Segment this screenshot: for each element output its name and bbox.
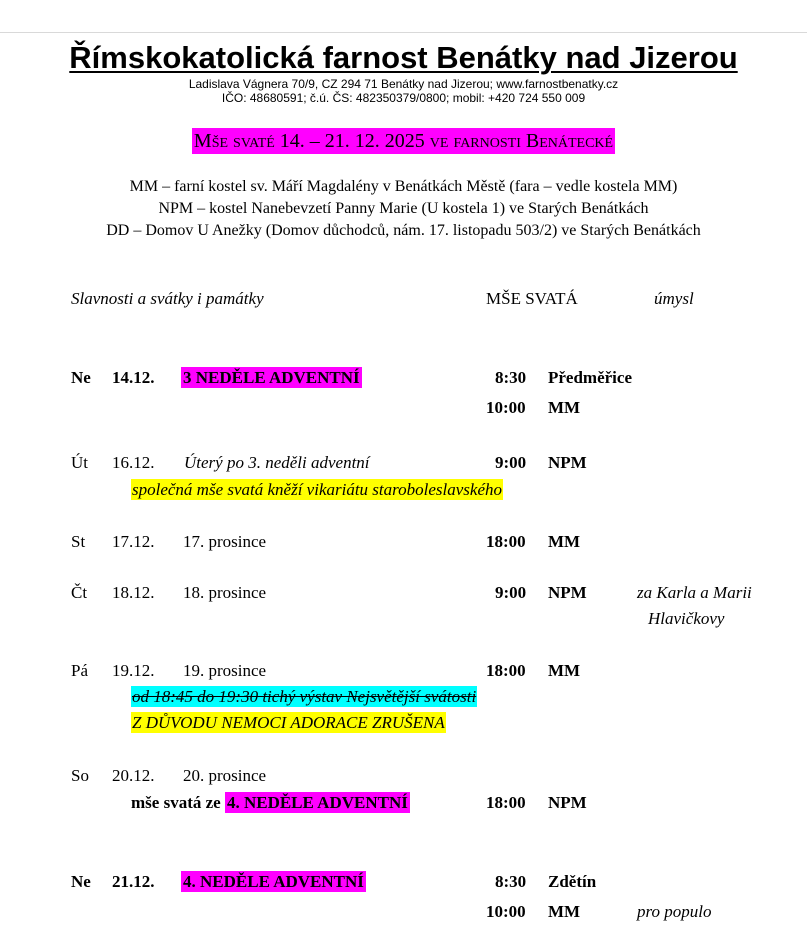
mass-time: 18:00 — [486, 661, 526, 680]
mass-time: 10:00 — [486, 902, 526, 921]
date-label: 20.12. — [112, 766, 155, 785]
note: společná mše svatá kněží vikariátu staroboleslavského — [132, 480, 502, 499]
contact-line: IČO: 48680591; č.ú. ČS: 482350379/0800; mobil: +420 724 550 009 — [221, 91, 586, 105]
column-mass: MŠE SVATÁ — [486, 289, 578, 308]
mass-place: MM — [548, 661, 581, 680]
intention-text: pro populo — [637, 902, 712, 921]
day-label: St — [71, 532, 86, 551]
day-label: Pá — [71, 661, 88, 680]
top-divider — [0, 32, 807, 33]
mass-place: MM — [548, 532, 581, 551]
date-label: 18.12. — [112, 583, 155, 602]
address-line: Ladislava Vágnera 70/9, CZ 294 71 Benátky nad Jizerou; www.farnostbenatky.cz — [188, 77, 619, 91]
date-label: 21.12. — [112, 872, 155, 891]
cancellation-notice: Z DŮVODU NEMOCI ADORACE ZRUŠENA — [132, 713, 445, 732]
mass-time: 9:00 — [495, 583, 527, 602]
schedule-heading: Mše svaté 14. – 21. 12. 2025 ve farnosti Benátecké — [193, 130, 614, 152]
feast-label: 17. prosince — [183, 532, 267, 551]
day-label: Ne — [71, 872, 91, 891]
location-npm: NPM – kostel Nanebevzetí Panny Marie (U kostela 1) ve Starých Benátkách — [158, 200, 649, 217]
feast-label: 20. prosince — [183, 766, 267, 785]
day-label: Čt — [71, 583, 88, 602]
intention-text: za Karla a Marii — [637, 583, 752, 602]
date-label: 14.12. — [112, 368, 155, 387]
feast-label: Úterý po 3. neděli adventní — [184, 453, 370, 472]
date-label: 19.12. — [112, 661, 155, 680]
column-feast: Slavnosti a svátky i památky — [71, 289, 264, 308]
day-label: Út — [71, 453, 88, 472]
feast-label: 18. prosince — [183, 583, 267, 602]
day-label: So — [71, 766, 89, 785]
anticipated-mass-label: mše svatá ze 4. NEDĚLE ADVENTNÍ — [131, 793, 408, 812]
mass-place: NPM — [548, 453, 587, 472]
mass-time: 18:00 — [486, 793, 526, 812]
mass-place: Předměřice — [548, 368, 632, 387]
mass-time: 9:00 — [495, 453, 527, 472]
feast-label: 3 NEDĚLE ADVENTNÍ — [183, 368, 360, 387]
location-mm: MM – farní kostel sv. Máří Magdalény v Benátkách Městě (fara – vedle kostela MM) — [129, 178, 678, 195]
cancelled-note: od 18:45 do 19:30 tichý výstav Nejsvětější svátosti — [132, 687, 477, 706]
mass-place: NPM — [548, 793, 587, 812]
mass-place: NPM — [548, 583, 587, 602]
mass-time: 8:30 — [495, 872, 527, 891]
mass-time: 10:00 — [486, 398, 526, 417]
mass-place: MM — [548, 902, 581, 921]
mass-place: Zdětín — [548, 872, 597, 891]
date-label: 17.12. — [112, 532, 155, 551]
intention-text: Hlavičkovy — [648, 609, 725, 628]
mass-time: 18:00 — [486, 532, 526, 551]
day-label: Ne — [71, 368, 91, 387]
date-label: 16.12. — [112, 453, 155, 472]
mass-time: 8:30 — [495, 368, 527, 387]
column-intention: úmysl — [654, 289, 694, 308]
feast-label: 4. NEDĚLE ADVENTNÍ — [183, 872, 364, 891]
feast-label: 19. prosince — [183, 661, 267, 680]
mass-place: MM — [548, 398, 581, 417]
location-dd: DD – Domov U Anežky (Domov důchodců, nám. 17. listopadu 503/2) ve Starých Benátkách — [106, 222, 701, 239]
parish-title: Římskokatolická farnost Benátky nad Jizerou — [69, 40, 738, 75]
